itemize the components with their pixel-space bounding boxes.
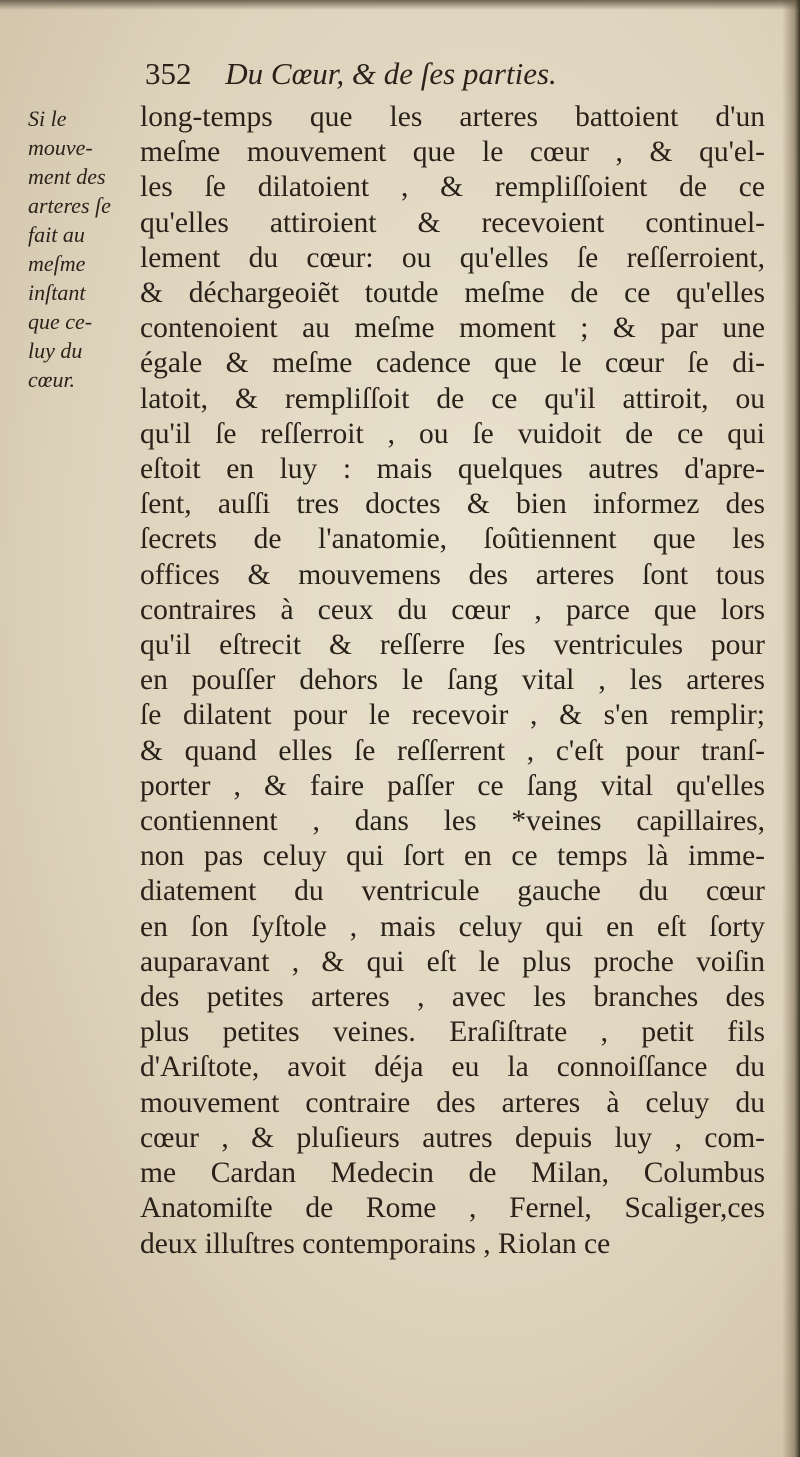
margin-note-line: arteres ſe bbox=[28, 193, 111, 218]
text-line: latoit, & rempliſſoit de ce qu'il attiroit, ou bbox=[140, 382, 765, 415]
text-line: qu'elles attiroient & recevoient continuel- bbox=[140, 206, 765, 239]
margin-note-line: luy du bbox=[28, 338, 83, 363]
text-line: contenoient au meſme moment ; & par une bbox=[140, 312, 765, 345]
text-line: plus petites veines. Eraſiſtrate , petit fils bbox=[140, 1016, 765, 1049]
running-title: Du Cœur, & de ſes parties. bbox=[225, 56, 557, 91]
running-header bbox=[145, 56, 557, 92]
text-line: & déchargeoiẽt toutde meſme de ce qu'elles bbox=[140, 277, 765, 310]
text-line: long-temps que les arteres battoient d'un bbox=[140, 101, 765, 133]
text-line: ſent, auſſi tres doctes & bien informez des bbox=[140, 488, 765, 521]
text-line: contiennent , dans les *veines capillaires, bbox=[140, 805, 765, 838]
text-line: auparavant , & qui eſt le plus proche voiſin bbox=[140, 945, 765, 978]
text-line: deux illuſtres contemporains , Riolan ce bbox=[140, 1227, 611, 1260]
margin-note-line: meſme bbox=[28, 251, 86, 276]
margin-note-line: mouve- bbox=[28, 135, 93, 160]
text-line: me Cardan Medecin de Milan, Columbus bbox=[140, 1157, 765, 1190]
page-number: 352 bbox=[145, 56, 192, 91]
text-line: en pouſſer dehors le ſang vital , les arteres bbox=[140, 664, 765, 697]
margin-note-line: ment des bbox=[28, 164, 106, 189]
text-line: eſtoit en luy : mais quelques autres d'apre- bbox=[140, 453, 765, 486]
page-top-shadow bbox=[0, 0, 800, 10]
text-line: contraires à ceux du cœur , parce que lors bbox=[140, 593, 765, 626]
text-line: ſe dilatent pour le recevoir , & s'en remplir; bbox=[140, 699, 765, 732]
text-line: en ſon ſyſtole , mais celuy qui en eſt ſorty bbox=[140, 910, 765, 943]
text-line: offices & mouvemens des arteres ſont tous bbox=[140, 558, 765, 591]
text-line: & quand elles ſe reſſerrent , c'eſt pour tranſ- bbox=[140, 734, 765, 767]
text-line: porter , & faire paſſer ce ſang vital qu'elles bbox=[140, 769, 765, 802]
text-line: mouvement contraire des arteres à celuy du bbox=[140, 1086, 765, 1119]
text-line: diatement du ventricule gauche du cœur bbox=[140, 875, 765, 908]
body-text bbox=[140, 100, 765, 1262]
text-line: ſecrets de l'anatomie, ſoûtiennent que les bbox=[140, 523, 765, 556]
text-line: Anatomiſte de Rome , Fernel, Scaliger,ces bbox=[140, 1192, 765, 1225]
margin-note-line: cœur. bbox=[28, 367, 76, 392]
text-line: qu'il ſe reſſerroit , ou ſe vuidoit de ce qui bbox=[140, 417, 765, 450]
text-line: non pas celuy qui ſort en ce temps là imme- bbox=[140, 840, 765, 873]
margin-note-line: Si le bbox=[28, 106, 67, 131]
text-line: d'Ariſtote, avoit déja eu la connoiſſance du bbox=[140, 1051, 765, 1084]
margin-note-line: inſtant bbox=[28, 280, 86, 305]
text-line: meſme mouvement que le cœur , & qu'el- bbox=[140, 136, 765, 169]
text-line: des petites arteres , avec les branches des bbox=[140, 981, 765, 1014]
text-line: lement du cœur: ou qu'elles ſe reſſerroient, bbox=[140, 241, 765, 274]
text-line: égale & meſme cadence que le cœur ſe di- bbox=[140, 347, 765, 380]
page-right-edge bbox=[782, 0, 800, 1457]
margin-note-line: fait au bbox=[28, 222, 85, 247]
margin-note bbox=[28, 104, 140, 394]
text-line: cœur , & pluſieurs autres depuis luy , com- bbox=[140, 1121, 765, 1154]
text-line: qu'il eſtrecit & reſſerre ſes ventricules pour bbox=[140, 629, 765, 662]
text-line: les ſe dilatoient , & rempliſſoient de ce bbox=[140, 171, 765, 204]
margin-note-line: que ce- bbox=[28, 309, 93, 334]
